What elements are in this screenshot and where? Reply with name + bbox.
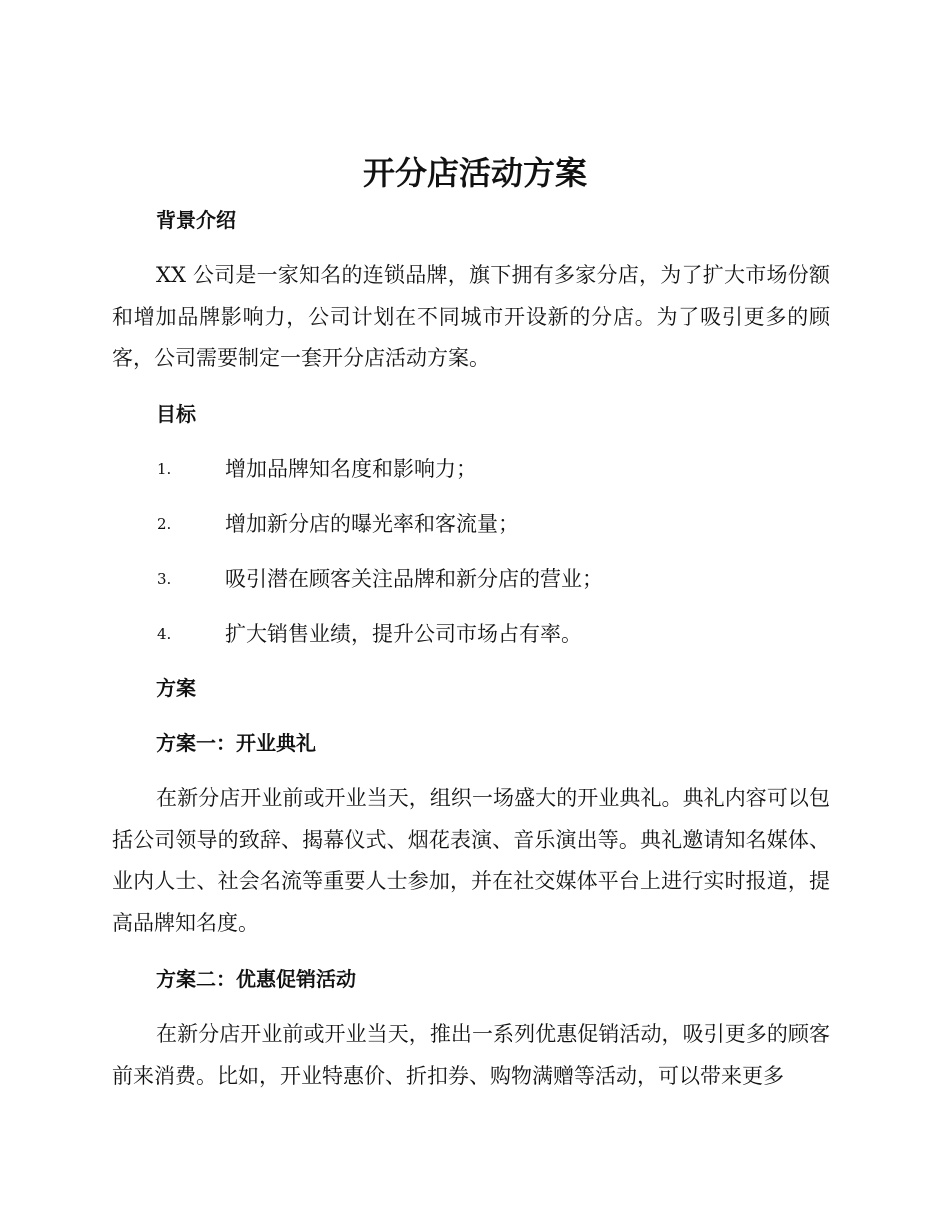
list-number: 4. — [157, 625, 172, 643]
list-number: 1. — [157, 460, 172, 478]
plan1-heading: 方案一：开业典礼 — [156, 731, 316, 755]
document-title: 开分店活动方案 — [362, 154, 587, 192]
plan2-paragraph: 在新分店开业前或开业当天，推出一系列优惠促销活动，吸引更多的顾客前来消费。比如，开业特惠价、折扣券、购物满赠等活动，可以带来更多 — [112, 1022, 830, 1088]
list-item-text: 增加品牌知名度和影响力； — [225, 457, 477, 481]
list-number: 3. — [157, 570, 172, 588]
list-item-text: 扩大销售业绩，提升公司市场占有率。 — [225, 622, 582, 646]
list-number: 2. — [157, 515, 172, 533]
plan2-heading: 方案二：优惠促销活动 — [156, 967, 356, 991]
background-paragraph: XX 公司是一家知名的连锁品牌，旗下拥有多家分店，为了扩大市场份额和增加品牌影响力，公司计划在不同城市开设新的分店。为了吸引更多的顾客，公司需要制定一套开分店活动方案。 — [112, 263, 830, 370]
section-heading-background: 背景介绍 — [156, 208, 236, 232]
section-heading-goals: 目标 — [156, 402, 196, 426]
list-item-text: 吸引潜在顾客关注品牌和新分店的营业； — [225, 567, 603, 591]
list-item-text: 增加新分店的曝光率和客流量； — [225, 512, 519, 536]
section-heading-plans: 方案 — [156, 676, 196, 700]
plan1-paragraph: 在新分店开业前或开业当天，组织一场盛大的开业典礼。典礼内容可以包括公司领导的致辞、揭幕仪式、烟花表演、音乐演出等。典礼邀请知名媒体、业内人士、社会名流等重要人士参加，并在社交媒体平台上进行实时报道，提高品牌知名度。 — [112, 786, 830, 935]
